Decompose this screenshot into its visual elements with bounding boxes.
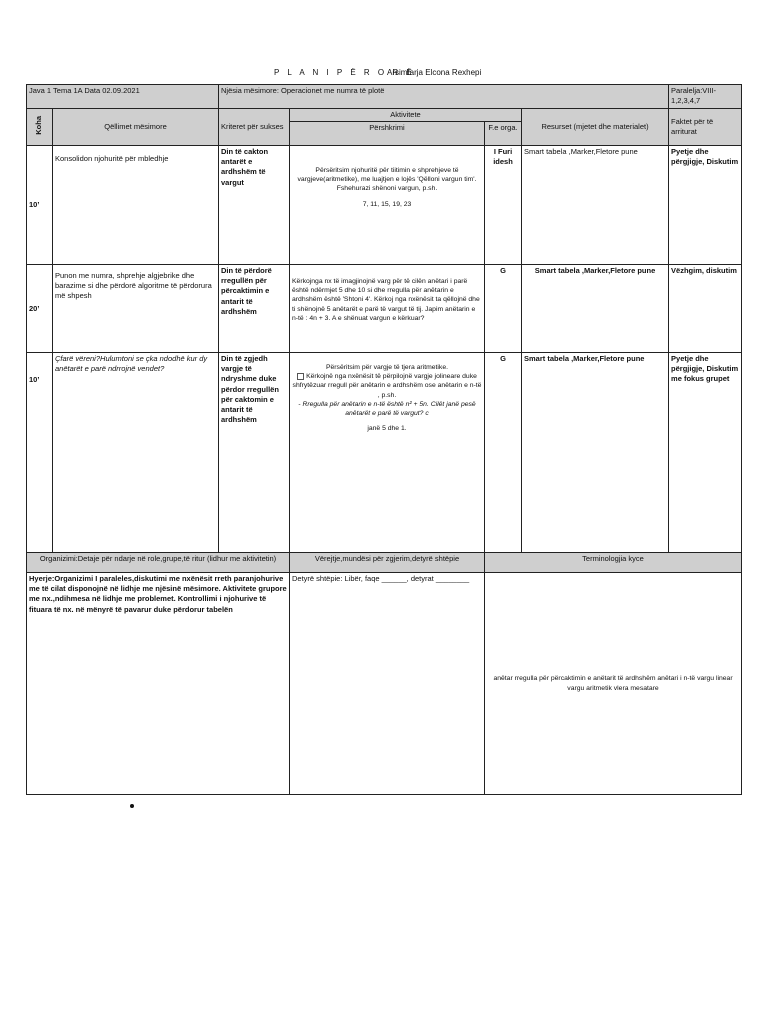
- bottom-content-row: [27, 573, 742, 795]
- table-row: [27, 265, 742, 353]
- description-line-2: Kërkojnë nga nxënësit të përpilojnë vargje jolineare duke shfrytëzuar rregull për anëtarin e ardhshëm ose anëtarin e n-të , p.sh.: [292, 373, 482, 399]
- row-resources: Smart tabela ,Marker,Fletore pune: [522, 265, 669, 353]
- description-line-4: janë 5 dhe 1.: [367, 425, 407, 433]
- lesson-plan-table: [26, 84, 742, 795]
- remarks-header: Vërejtje,mundësi për zgjerim,detyrë shtëpie: [290, 553, 485, 573]
- activities-header: Aktivitete: [290, 109, 522, 122]
- criteria-header: Kriteret për sukses: [219, 109, 290, 146]
- row-criteria: Din të zgjedh vargje të ndryshme duke përdor rregullën për caktomin e antarit të ardhshëm: [219, 353, 290, 553]
- row-form: G: [485, 353, 522, 553]
- row-form: G: [485, 265, 522, 353]
- description-line-3: - Rregulla për anëtarin e n-të është n² + 5n. Cilët janë pesë anëtarët e parë të vargut? c: [298, 400, 476, 417]
- row-objective: Konsolidon njohuritë për mbledhje: [53, 146, 219, 265]
- table-row: [27, 353, 742, 553]
- parallels-cell: Paralelja:VIII-1,2,3,4,7: [669, 85, 742, 109]
- row-criteria: Din të përdorë rregullën për përcaktimin e antarit të ardhshëm: [219, 265, 290, 353]
- description-text: Përsëritsim njohuritë për tiitimin e shprehjeve të vargjeve(aritmetike), me luajtjen e lojës 'Qëlloni vargun tim'. Fshehurazi shënoni vargun, p.sh.: [297, 167, 477, 193]
- description-sequence: 7, 11, 15, 19, 23: [362, 200, 412, 208]
- table-row: [27, 146, 742, 265]
- row-objective: Punon me numra, shprehje algjebrike dhe barazime si dhe përdorë algoritme të përdorura më shpesh: [53, 265, 219, 353]
- terminology-header: Terminologjia kyce: [485, 553, 742, 573]
- document-title: P L A N I P Ë R O R Ë: [274, 68, 415, 77]
- resources-header: Resurset (mjetet dhe materialet): [522, 109, 669, 146]
- row-facts: Vëzhgim, diskutim: [669, 265, 742, 353]
- row-resources: Smart tabela ,Marker,Fletore pune: [522, 353, 669, 553]
- row-facts: Pyetje dhe përgjigje, Diskutim me fokus grupet: [669, 353, 742, 553]
- description-header: Përshkrimi: [290, 122, 485, 146]
- form-header: F.e orga.: [485, 122, 522, 146]
- bullet-dot: [130, 804, 134, 808]
- homework-content: Detyrë shtëpie: Libër, faqe ______, detyrat ________: [290, 573, 485, 795]
- row-facts: Pyetje dhe përgjigje, Diskutim: [669, 146, 742, 265]
- description-line-1: Përsëritsim për vargje të tjera aritmetike.: [325, 364, 448, 372]
- organization-header: Organizimi:Detaje për ndarje në role,grupe,të ritur (lidhur me aktivitetin): [27, 553, 290, 573]
- terminology-content: anëtar rregulla për përcaktimin e anëtarit të ardhshëm anëtari i n-të vargu linear vargu aritmetik vlera mesatare: [485, 573, 742, 795]
- row-time: 10’: [27, 353, 53, 553]
- facts-header: Faktet për të arriturat: [669, 109, 742, 146]
- organization-content: Hyerje:Organizimi I paraleles,diskutimi me nxënësit rreth paranjohurive me të cilat disponojnë në lidhje me njësinë mësimore. Aktivitete grupore me nx.,ndihmesa në lidhje me problemet. Kontrollimi i njohurive të fituara të nx. në mënyrë të pavarur duke përdorur tabelën: [27, 573, 290, 795]
- row-description: [290, 353, 485, 553]
- unit-cell: Njësia mësimore: Operacionet me numra të plotë: [219, 85, 669, 109]
- row-time: 10’: [27, 146, 53, 265]
- row-criteria: Din të cakton antarët e ardhshëm të vargut: [219, 146, 290, 265]
- week-date-cell: Java 1 Tema 1A Data 02.09.2021: [27, 85, 219, 109]
- row-description: Kërkojnga nx të imagjinojnë varg për të cilën anëtari i parë është ndërmjet 5 dhe 10 si dhe rregulla për anëtarin e ardhshëm është 'Shtoni 4'. Kërkoj nga nxënësit ta qëllojnë dhe ti shënojnë 5 anëtarët e parë të vargut të tij. Japim anëtarin e n-të : 4n + 3. A e shënuat vargun e kërkuar?: [290, 265, 485, 353]
- row-description: [290, 146, 485, 265]
- koha-label: Koha: [34, 116, 44, 135]
- column-header-row-1: [27, 109, 742, 122]
- teacher-name: Arsimtarja Elcona Rexhepi: [387, 68, 482, 77]
- row-resources: Smart tabela ,Marker,Fletore pune: [522, 146, 669, 265]
- document-header: [0, 68, 768, 82]
- checkbox-icon: [297, 373, 304, 380]
- koha-header: [27, 109, 53, 146]
- row-time: 20’: [27, 265, 53, 353]
- row-form: I Furi idesh: [485, 146, 522, 265]
- top-info-row: [27, 85, 742, 109]
- bottom-header-row: [27, 553, 742, 573]
- row-objective: Çfarë vëreni?Hulumtoni se çka ndodhë kur dy anëtarët e parë ndrrojnë vendet?: [53, 353, 219, 553]
- objectives-header: Qëllimet mësimore: [53, 109, 219, 146]
